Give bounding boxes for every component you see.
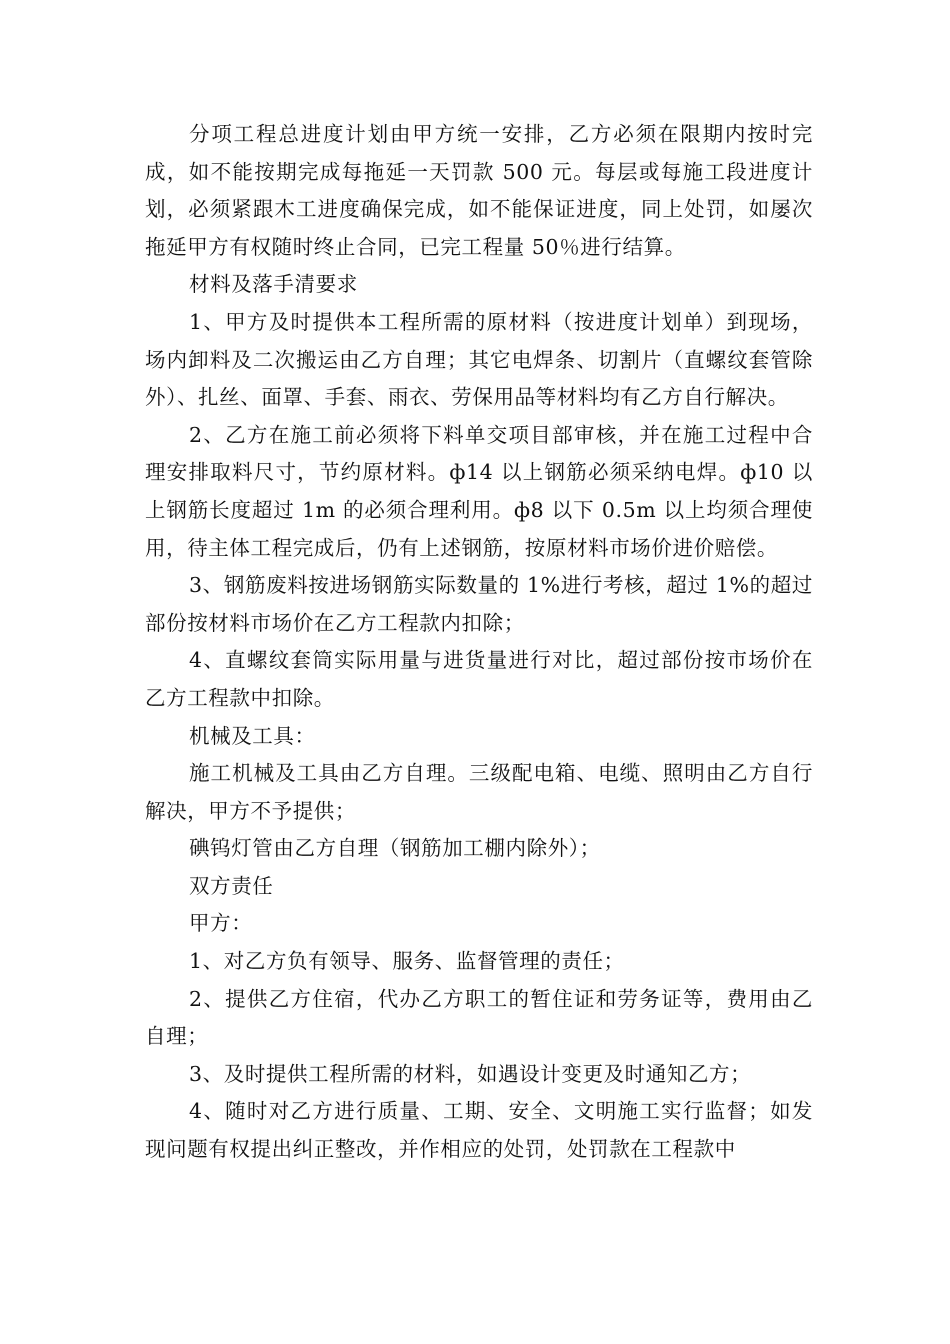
paragraph-lamps: 碘钨灯管由乙方自理（钢筋加工棚内除外）； — [189, 836, 601, 861]
paragraph-schedule-penalty: 分项工程总进度计划由甲方统一安排，乙方必须在限期内按时完成，如不能按期完成每拖延一天罚款 500 元。每层或每施工段进度计划，必须紧跟木工进度确保完成，如不能保证进度，同上处罚，如屡次拖延甲方有权随时终止合同，已完工程量 50％进行结算。 — [145, 122, 813, 259]
heading-machinery-tools: 机械及工具： — [189, 723, 316, 748]
paragraph-machinery: 施工机械及工具由乙方自理。三级配电箱、电缆、照明由乙方自行解决，甲方不予提供； — [145, 761, 813, 823]
heading-materials-cleanup: 材料及落手清要求 — [189, 272, 358, 297]
heading-party-a: 甲方： — [189, 911, 253, 936]
heading-responsibilities: 双方责任 — [189, 873, 274, 898]
paragraph-party-a-2: 2、提供乙方住宿，代办乙方职工的暂住证和劳务证等，费用由乙自理； — [145, 986, 813, 1049]
paragraph-materials-4: 4、直螺纹套筒实际用量与进货量进行对比，超过部份按市场价在乙方工程款中扣除。 — [145, 648, 813, 710]
document-body — [145, 116, 813, 1169]
paragraph-party-a-4: 4、随时对乙方进行质量、工期、安全、文明施工实行监督；如发现问题有权提出纠正整改，并作相应的处罚，处罚款在工程款中 — [145, 1099, 813, 1162]
paragraph-materials-1: 1、甲方及时提供本工程所需的原材料（按进度计划单）到现场，场内卸料及二次搬运由乙方自理；其它电焊条、切割片（直螺纹套管除外）、扎丝、面罩、手套、雨衣、劳保用品等材料均有乙方自行解决。 — [145, 309, 813, 410]
paragraph-materials-2: 2、乙方在施工前必须将下料单交项目部审核，并在施工过程中合理安排取料尺寸，节约原材料。ф14 以上钢筋必须采纳电焊。ф10 以上钢筋长度超过 1m 的必须合理利用。ф8 以下 0.5m 以上均须合理使用，待主体工程完成后，仍有上述钢筋，按原材料市场价进价赔偿。 — [145, 422, 813, 560]
paragraph-party-a-3: 3、及时提供工程所需的材料，如遇设计变更及时通知乙方； — [189, 1061, 752, 1086]
paragraph-party-a-1: 1、对乙方负有领导、服务、监督管理的责任； — [189, 949, 625, 974]
paragraph-materials-3: 3、钢筋废料按进场钢筋实际数量的 1%进行考核，超过 1%的超过部份按材料市场价在乙方工程款内扣除； — [145, 573, 813, 635]
